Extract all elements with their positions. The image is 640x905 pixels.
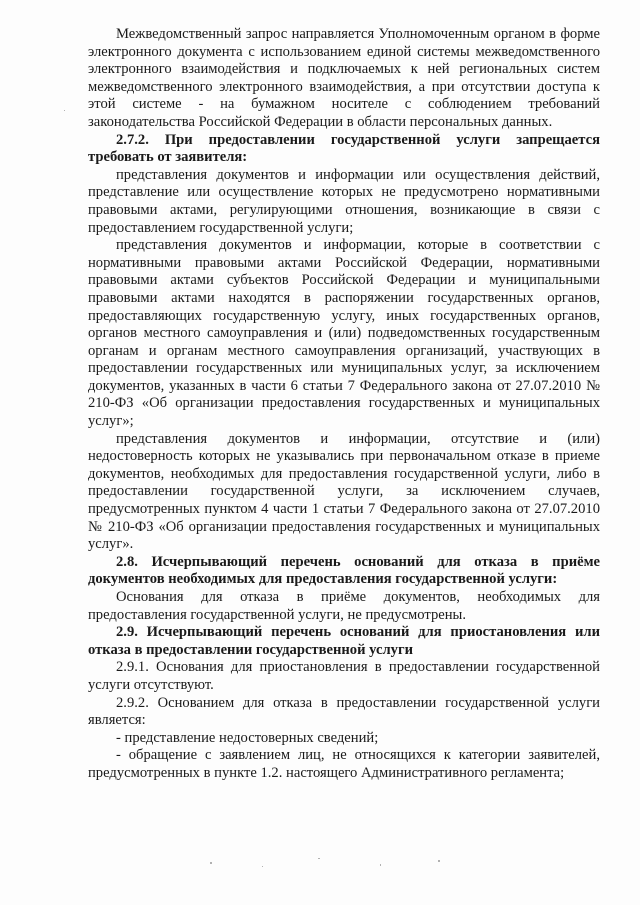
scan-speck: [210, 862, 212, 864]
paragraph-2-9-1: 2.9.1. Основания для приостановления в предоставлении государственной услуги отсутствуют.: [88, 659, 600, 693]
paragraph-prohibition-1: представления документов и информации или осуществления действий, представление или осуществление которых не предусмотрено нормативными правовыми актами, регулирующими отношения, возникающие в связи с предоставлением государственной услуги;: [88, 166, 600, 236]
paragraph-2-8-body: Основания для отказа в приёме документов, необходимых для предоставления государственной услуги, не предусмотрены.: [88, 589, 600, 623]
scan-speck: [262, 866, 263, 867]
paragraph-prohibition-2: представления документов и информации, которые в соответствии с нормативными правовыми актами Российской Федерации, нормативными правовыми актами субъектов Российской Федерации и муниципальными правовыми актами находятся в распоряжении государственных органов, предоставляющих государственную услугу, иных государственных органов, органов местного самоуправления и (или) подведомственных государственным органам и органам местного самоуправления организаций, участвующих в предоставлении государственных или муниципальных услуг, за исключением документов, указанных в части 6 статьи 7 Федерального закона от 27.07.2010 № 210-ФЗ «Об организации предоставления государственных и муниципальных услуг»;: [88, 237, 600, 430]
paragraph-interagency-request: Межведомственный запрос направляется Уполномоченным органом в форме электронного документа с использованием единой системы межведомственного электронного взаимодействия и подключаемых к ней региональных систем межведомственного электронного взаимодействия, а при отсутствии доступа к этой системе - на бумажном носителе с соблюдением требований законодательства Российской Федерации в области персональных данных.: [88, 26, 600, 130]
paragraph-2-9-2: 2.9.2. Основанием для отказа в предоставлении государственной услуги является:: [88, 694, 600, 729]
heading-2-7-2: 2.7.2. При предоставлении государственной услуги запрещается требовать от заявителя:: [88, 131, 600, 166]
scan-speck: [64, 110, 65, 111]
paragraph-prohibition-3: представления документов и информации, отсутствие и (или) недостоверность которых не указывались при первоначальном отказе в приеме документов, необходимых для предоставления государственной услуги, либо в предоставлении государственной услуги, за исключением случаев, предусмотренных пунктом 4 части 1 статьи 7 Федерального закона от 27.07.2010 № 210-ФЗ «Об организации предоставления государственных и муниципальных услуг».: [88, 430, 600, 553]
scan-speck: [380, 864, 381, 866]
scan-speck: [318, 858, 320, 859]
heading-2-9: 2.9. Исчерпывающий перечень оснований для приостановления или отказа в предоставлении государственной услуги: [88, 624, 600, 658]
list-item-non-applicant: - обращение с заявлением лиц, не относящихся к категории заявителей, предусмотренных в пункте 1.2. настоящего Административного регламента;: [88, 747, 600, 781]
list-item-false-info: - представление недостоверных сведений;: [116, 729, 379, 746]
scan-speck: [438, 860, 440, 862]
heading-2-8: 2.8. Исчерпывающий перечень оснований для отказа в приёме документов необходимых для предоставления государственной услуги:: [88, 553, 600, 588]
